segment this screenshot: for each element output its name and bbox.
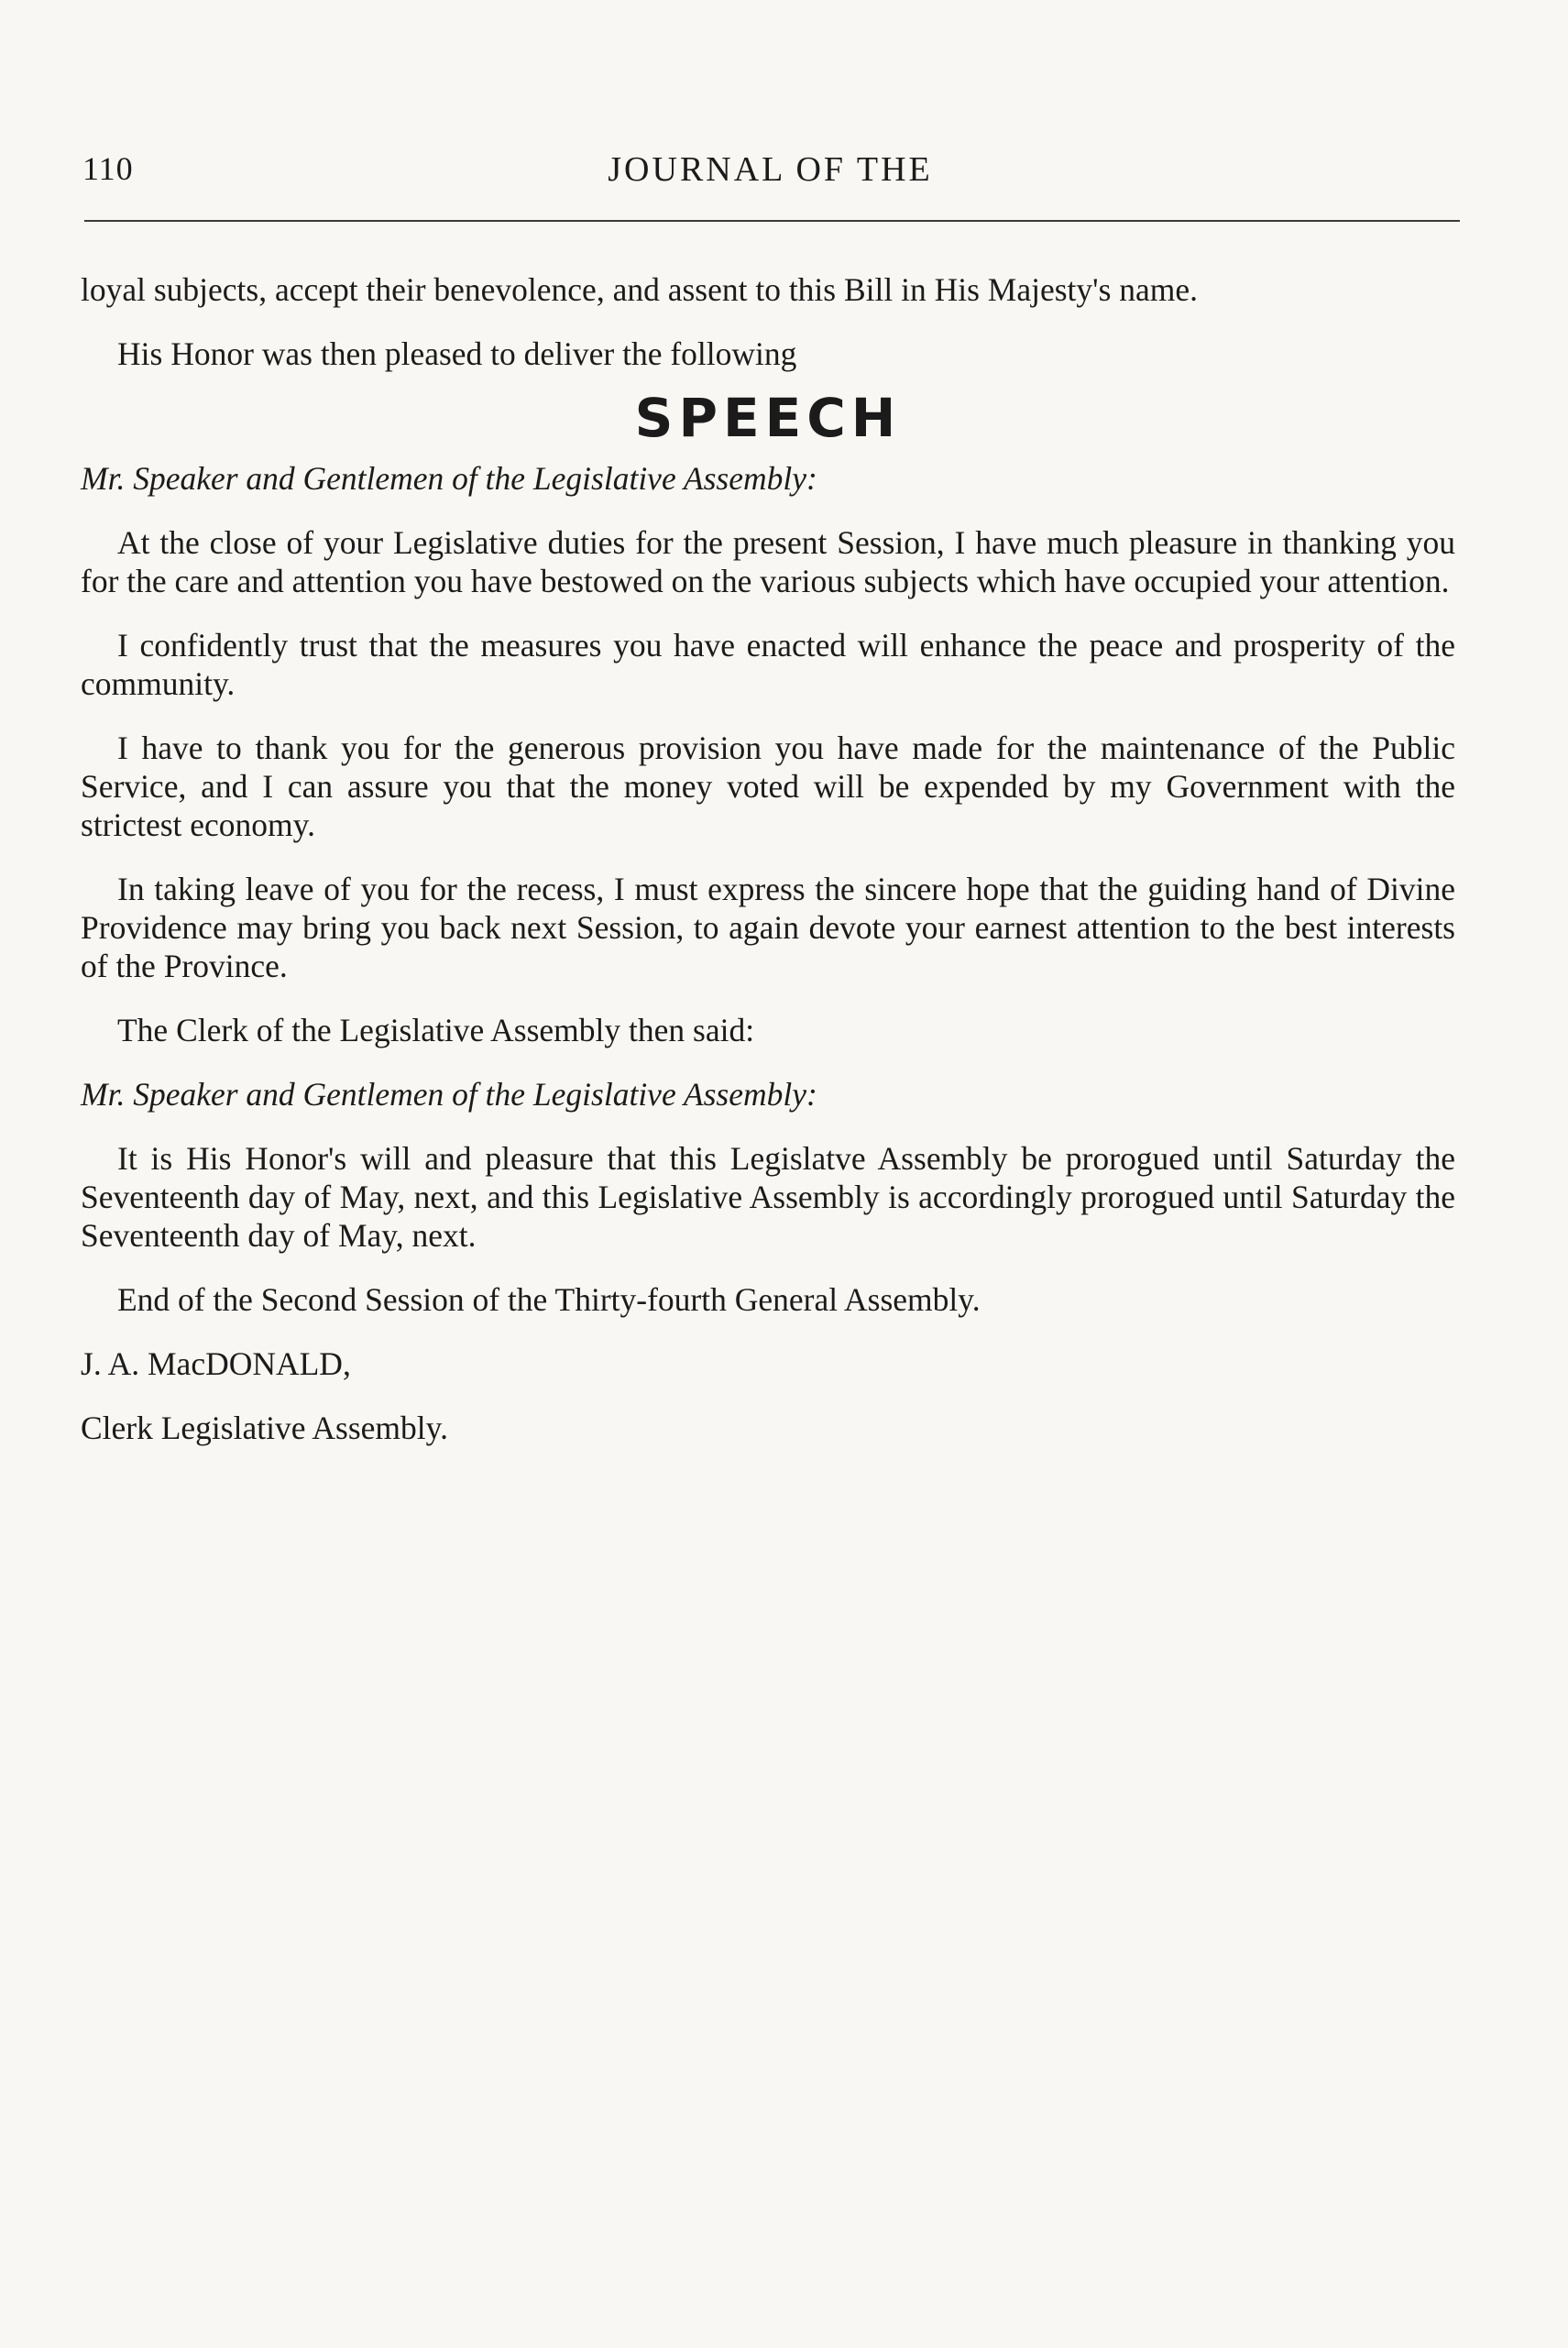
running-title: JOURNAL OF THE [608,150,933,189]
speech-heading: SPEECH [634,387,902,449]
paragraph-measures: I confidently trust that the measures you have enacted will enhance the peace and prosperity of the community. [81,627,1455,702]
salutation-speech: Mr. Speaker and Gentlemen of the Legislative Assembly: [81,460,817,497]
paragraph-intro: His Honor was then pleased to deliver the following [117,335,797,372]
paragraph-continuation: loyal subjects, accept their benevolence, and assent to this Bill in His Majesty's name. [81,271,1199,308]
paragraph-clerk-said: The Clerk of the Legislative Assembly then said: [117,1012,755,1048]
signature-title: Clerk Legislative Assembly. [81,1410,448,1446]
salutation-clerk: Mr. Speaker and Gentlemen of the Legislative Assembly: [81,1076,817,1113]
paragraph-end-session: End of the Second Session of the Thirty-fourth General Assembly. [117,1281,981,1318]
running-head [82,149,1458,204]
paragraph-provision: I have to thank you for the generous provision you have made for the maintenance of the Public Service, and I can assure you that the money voted will be expended by my Government with the strictest economy. [81,730,1455,843]
paragraph-recess: In taking leave of you for the recess, I must express the sincere hope that the guiding hand of Divine Providence may bring you back next Session, to again devote your earnest attention to the best interests of the Province. [81,871,1455,984]
body-text [81,270,1455,1473]
paragraph-thanks: At the close of your Legislative duties for the present Session, I have much pleasure in thanking you for the care and attention you have bestowed on the various subjects which have occupied your attention. [81,524,1455,599]
page-number: 110 [82,150,134,187]
header-rule [84,220,1460,222]
signature-name: J. A. MacDONALD, [81,1345,351,1382]
paragraph-prorogation: It is His Honor's will and pleasure that this Legislatve Assembly be prorogued until Saturday the Seventeenth day of May, next, and this Legislative Assembly is accordingly prorogued until Saturday the Seventeenth day of May, next. [81,1140,1455,1254]
